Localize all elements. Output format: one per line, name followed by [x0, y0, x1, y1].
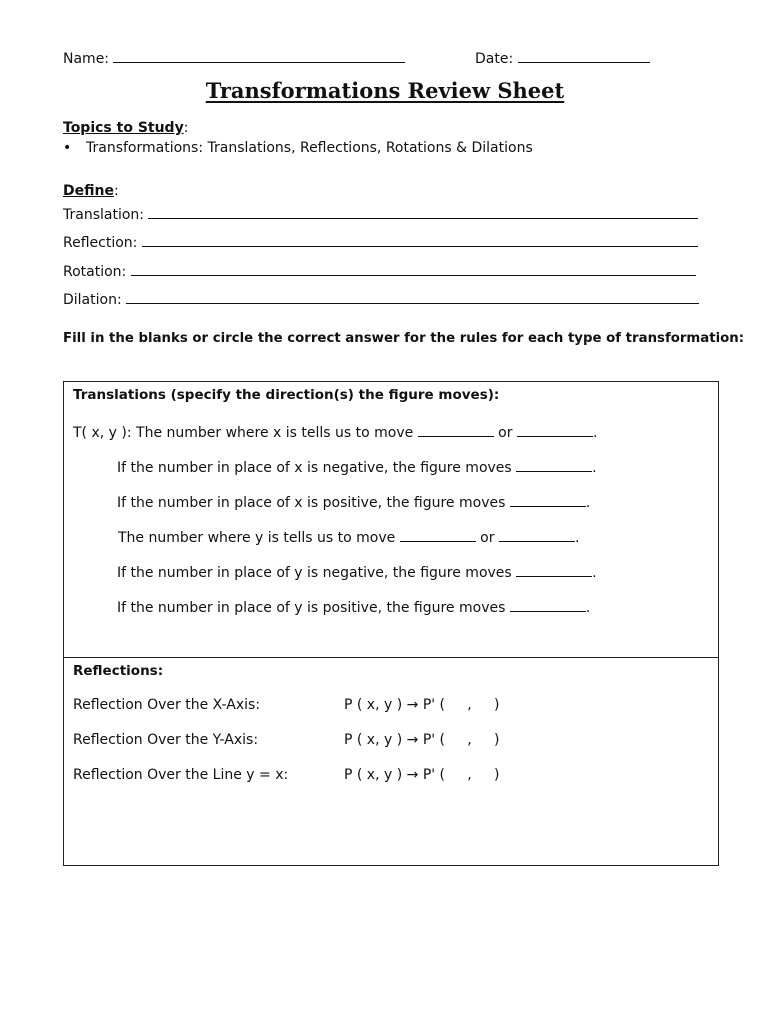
answer-blank[interactable]: [499, 527, 575, 542]
reflections-box: [63, 657, 719, 866]
reflection-label: Reflection Over the X-Axis:: [73, 697, 261, 713]
date-field[interactable]: [518, 48, 650, 63]
bullet-icon: •: [63, 140, 72, 156]
define-colon: :: [113, 183, 119, 199]
define-blank[interactable]: [142, 232, 698, 247]
define-term: Reflection:: [63, 235, 138, 251]
reflection-label: Reflection Over the Y-Axis:: [73, 732, 259, 748]
topics-colon: :: [183, 120, 189, 136]
row-text: If the number in place of x is positive, the figure moves: [117, 495, 506, 511]
topics-list-item: [63, 140, 533, 156]
reflection-rule[interactable]: P ( x, y ) → P' ( , ): [344, 732, 500, 748]
define-row-rotation: [63, 261, 696, 280]
name-field[interactable]: [113, 48, 405, 63]
answer-blank[interactable]: [418, 422, 494, 437]
define-heading: Define: [63, 183, 114, 199]
define-blank[interactable]: [148, 204, 698, 219]
period-text: .: [574, 530, 580, 546]
period-text: .: [592, 425, 598, 441]
translations-heading: Translations (specify the direction(s) the figure moves):: [73, 387, 500, 403]
translation-x-negative-row: [117, 457, 597, 476]
period-text: .: [585, 600, 591, 616]
instruction-text: Fill in the blanks or circle the correct answer for the rules for each type of transformation:: [63, 331, 745, 346]
answer-blank[interactable]: [516, 457, 592, 472]
date-label: Date:: [475, 51, 514, 67]
reflection-label: Reflection Over the Line y = x:: [73, 767, 289, 783]
reflection-rule[interactable]: P ( x, y ) → P' ( , ): [344, 767, 500, 783]
answer-blank[interactable]: [400, 527, 476, 542]
define-term: Rotation:: [63, 264, 127, 280]
answer-blank[interactable]: [516, 562, 592, 577]
row-text: If the number in place of y is negative, the figure moves: [117, 565, 512, 581]
define-term: Dilation:: [63, 292, 122, 308]
define-row-reflection: [63, 232, 698, 251]
page-title: Transformations Review Sheet: [205, 78, 565, 103]
date-row: [475, 48, 650, 67]
define-heading-row: [63, 183, 119, 199]
row-text: If the number in place of y is positive, the figure moves: [117, 600, 506, 616]
reflection-rule[interactable]: P ( x, y ) → P' ( , ): [344, 697, 500, 713]
row-text: If the number in place of x is negative, the figure moves: [117, 460, 512, 476]
or-text: or: [498, 425, 513, 441]
reflections-heading: Reflections:: [73, 663, 164, 679]
define-row-translation: [63, 204, 698, 223]
translation-x-move-row: [73, 422, 597, 441]
translation-y-positive-row: [117, 597, 590, 616]
define-term: Translation:: [63, 207, 144, 223]
define-blank[interactable]: [126, 289, 699, 304]
define-row-dilation: [63, 289, 699, 308]
or-text: or: [480, 530, 495, 546]
row-text: T( x, y ): The number where x is tells us to move: [73, 425, 414, 441]
period-text: .: [592, 460, 597, 476]
topics-heading-row: [63, 120, 188, 136]
name-row: [63, 48, 405, 67]
answer-blank[interactable]: [517, 422, 593, 437]
translation-x-positive-row: [117, 492, 590, 511]
translation-y-move-row: [118, 527, 579, 546]
translation-y-negative-row: [117, 562, 597, 581]
answer-blank[interactable]: [510, 597, 586, 612]
name-label: Name:: [63, 51, 110, 67]
period-text: .: [592, 565, 597, 581]
period-text: .: [585, 495, 591, 511]
row-text: The number where y is tells us to move: [118, 530, 396, 546]
answer-blank[interactable]: [510, 492, 586, 507]
topics-heading: Topics to Study: [63, 120, 184, 136]
define-blank[interactable]: [131, 261, 696, 276]
topics-item-text: Transformations: Translations, Reflections, Rotations & Dilations: [86, 140, 533, 156]
